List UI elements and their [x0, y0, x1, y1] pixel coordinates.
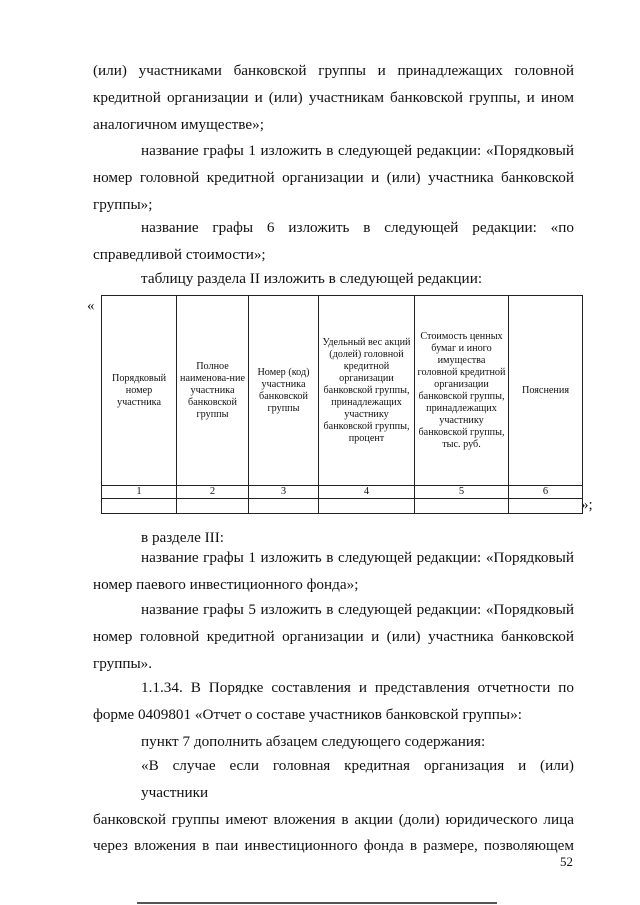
header-cell: Полное наименова-ние участника банковской группы: [177, 296, 249, 486]
text-line: группы».: [93, 654, 153, 672]
paragraph-holdings: [93, 58, 574, 138]
table-header-row: [102, 296, 583, 486]
quote-close: »;: [581, 497, 593, 513]
empty-cell: [249, 499, 319, 514]
paragraph-column6-name: [93, 215, 574, 269]
section3-heading: в разделе III:: [141, 529, 225, 546]
header-cell: Номер (код) участника банковской группы: [249, 296, 319, 486]
text-line: номер головной кредитной организации и (или) участника банковской: [93, 168, 574, 186]
paragraph-section3-col5: [93, 597, 574, 677]
header-cell: Пояснения: [509, 296, 583, 486]
section2-table: [101, 295, 583, 514]
number-cell: 4: [319, 486, 415, 499]
empty-cell: [102, 499, 177, 514]
text-line: через вложения в паи инвестиционного фонда в размере, позволяющем: [93, 837, 574, 855]
text-line: номер паевого инвестиционного фонда»;: [93, 575, 359, 593]
empty-cell: [509, 499, 583, 514]
quote-open: «: [87, 298, 95, 314]
text-line: (или) участниками банковской группы и принадлежащих головной: [93, 62, 574, 79]
text-line: название графы 5 изложить в следующей редакции: «Порядковый: [141, 601, 574, 618]
text-line: 1.1.34. В Порядке составления и представления отчетности по: [141, 679, 574, 696]
point7-text: пункт 7 дополнить абзацем следующего содержания:: [141, 733, 486, 750]
text-line: название графы 1 изложить в следующей редакции: «Порядковый: [141, 549, 574, 566]
number-cell: 6: [509, 486, 583, 499]
text-line: группы»;: [93, 195, 153, 213]
table-intro: таблицу раздела II изложить в следующей редакции:: [141, 270, 483, 287]
text-line: форме 0409801 «Отчет о составе участников банковской группы»:: [93, 705, 522, 723]
scan-edge-line: [137, 902, 497, 904]
paragraph-1-1-34: [93, 675, 574, 729]
text-line: справедливой стоимости»;: [93, 245, 266, 263]
header-cell: Порядковый номер участника: [102, 296, 177, 486]
header-cell: Удельный вес акций (долей) головной кредитной организации банковской группы, принадлежащих участнику банковской группы, процент: [319, 296, 415, 486]
page-number: 52: [560, 854, 573, 869]
text-line: название графы 1 изложить в следующей редакции: «Порядковый: [141, 142, 574, 159]
table-empty-row: [102, 499, 583, 514]
text-line: кредитной организации и (или) участникам банковской группы, и ином: [93, 88, 574, 106]
text-line: аналогичном имуществе»;: [93, 115, 264, 133]
text-line: название графы 6 изложить в следующей редакции: «по: [141, 219, 574, 236]
text-line: «В случае если головная кредитная организация и (или) участники: [141, 757, 574, 801]
empty-cell: [177, 499, 249, 514]
paragraph-final: [93, 753, 574, 860]
number-cell: 3: [249, 486, 319, 499]
text-line: номер головной кредитной организации и (или) участника банковской: [93, 627, 574, 645]
empty-cell: [415, 499, 509, 514]
paragraph-section3-col1: [93, 545, 574, 599]
table-number-row: [102, 486, 583, 499]
text-line: банковской группы имеют вложения в акции (доли) юридического лица: [93, 810, 574, 828]
number-cell: 5: [415, 486, 509, 499]
number-cell: 1: [102, 486, 177, 499]
paragraph-column1-name: [93, 138, 574, 218]
header-cell: Стоимость ценных бумаг и иного имущества головной кредитной организации банковской группы, принадлежащих участнику банковской группы, тыс. руб.: [415, 296, 509, 486]
empty-cell: [319, 499, 415, 514]
number-cell: 2: [177, 486, 249, 499]
